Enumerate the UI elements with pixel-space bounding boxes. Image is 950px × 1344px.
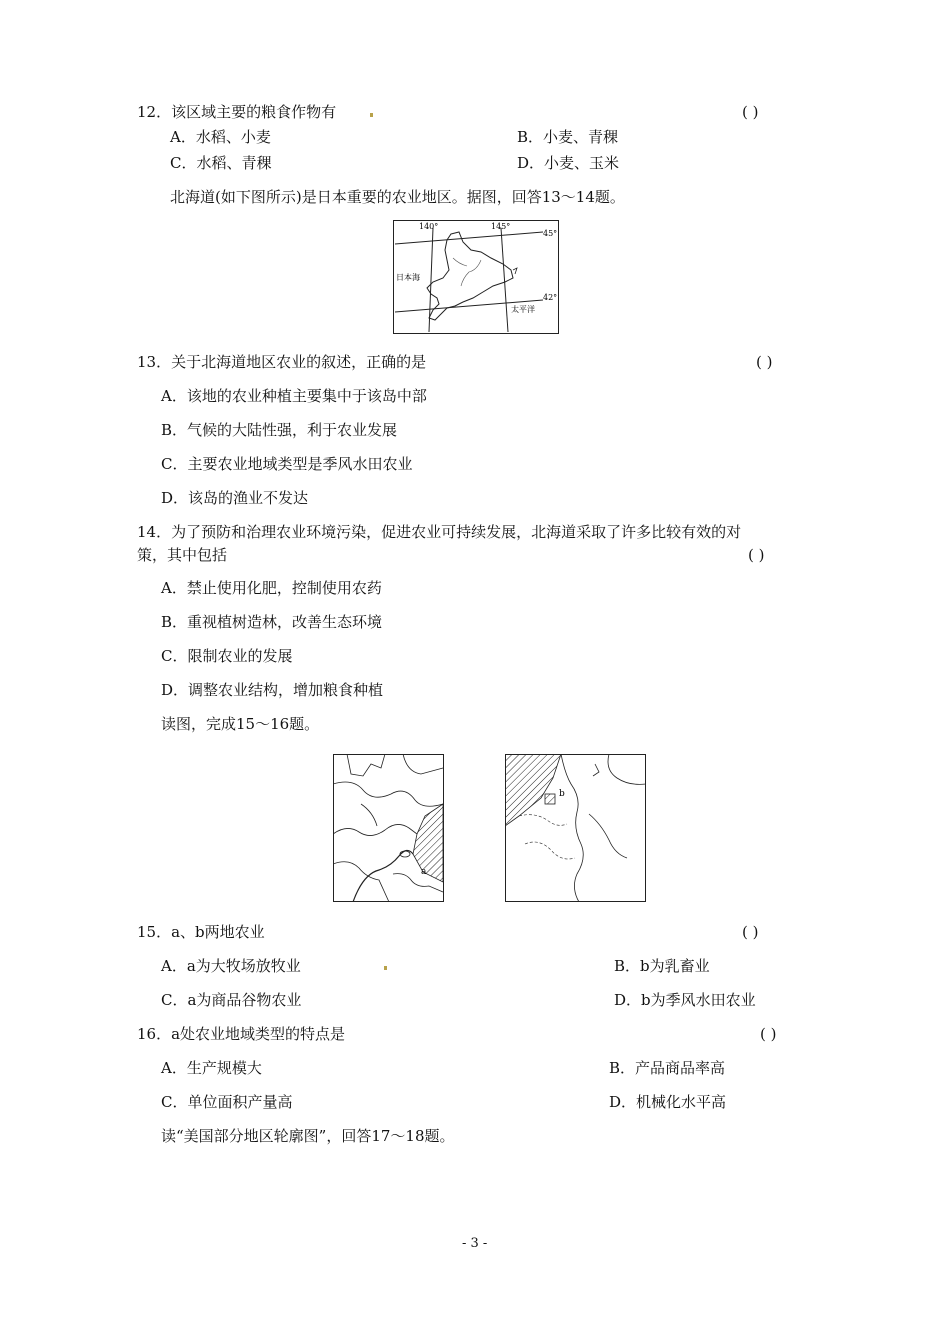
q12-option-d: D．小麦、玉米 (517, 154, 620, 172)
page-number: - 3 - (462, 1236, 488, 1251)
q15-option-b: B．b为乳畜业 (614, 957, 710, 975)
intro-15-16: 读图，完成15～16题。 (161, 715, 320, 733)
q13-option-b: B．气候的大陆性强，利于农业发展 (161, 421, 398, 439)
q12-answer-paren: ( ) (742, 103, 759, 121)
q13-option-a: A．该地的农业种植主要集中于该岛中部 (161, 387, 427, 405)
q16-option-a: A．生产规模大 (161, 1059, 262, 1077)
q16-option-d: D．机械化水平高 (609, 1093, 727, 1111)
map-a (333, 754, 444, 902)
hokkaido-map (393, 220, 559, 334)
q16-option-b: B．产品商品率高 (609, 1059, 726, 1077)
map-b-label: b (559, 789, 565, 799)
q16-stem: 16．a处农业地域类型的特点是 (137, 1025, 346, 1043)
q16-option-c: C．单位面积产量高 (161, 1093, 293, 1111)
lon-140-label: 140° (419, 222, 439, 231)
q13-answer-paren: ( ) (756, 353, 773, 371)
q15-option-a: A．a为大牧场放牧业 (161, 957, 301, 975)
stray-mark (384, 966, 387, 970)
stray-mark (370, 113, 373, 117)
q12-stem: 12．该区域主要的粮食作物有 (137, 103, 337, 121)
sea-of-japan-label: 日本海 (396, 273, 420, 282)
q12-option-a: A．水稻、小麦 (170, 128, 271, 146)
q12-option-b: B．小麦、青稞 (517, 128, 619, 146)
lon-145-label: 145° (491, 222, 511, 231)
q13-option-d: D．该岛的渔业不发达 (161, 489, 309, 507)
q15-option-d: D．b为季风水田农业 (614, 991, 756, 1009)
q15-stem: 15．a、b两地农业 (137, 923, 265, 941)
q15-answer-paren: ( ) (742, 923, 759, 941)
intro-13-14: 北海道(如下图所示)是日本重要的农业地区。据图，回答13～14题。 (170, 188, 625, 206)
q14-stem-line2: 策，其中包括 (137, 546, 228, 564)
q15-option-c: C．a为商品谷物农业 (161, 991, 302, 1009)
q14-answer-paren: ( ) (748, 546, 765, 564)
q14-stem-line1: 14．为了预防和治理农业环境污染，促进农业可持续发展，北海道采取了许多比较有效的对 (137, 523, 742, 541)
lat-42-label: 42° (543, 293, 558, 302)
map-a-label: a (421, 867, 427, 877)
q14-option-c: C．限制农业的发展 (161, 647, 293, 665)
q12-option-c: C．水稻、青稞 (170, 154, 272, 172)
q13-stem: 13．关于北海道地区农业的叙述，正确的是 (137, 353, 427, 371)
map-b (505, 754, 646, 902)
intro-17-18: 读“美国部分地区轮廓图”，回答17～18题。 (161, 1127, 455, 1145)
q14-option-a: A．禁止使用化肥，控制使用农药 (161, 579, 382, 597)
q14-option-d: D．调整农业结构，增加粮食种植 (161, 681, 384, 699)
q13-option-c: C．主要农业地域类型是季风水田农业 (161, 455, 413, 473)
q16-answer-paren: ( ) (760, 1025, 777, 1043)
pacific-label: 太平洋 (511, 305, 535, 314)
lat-45-label: 45° (543, 229, 558, 238)
q14-option-b: B．重视植树造林，改善生态环境 (161, 613, 383, 631)
